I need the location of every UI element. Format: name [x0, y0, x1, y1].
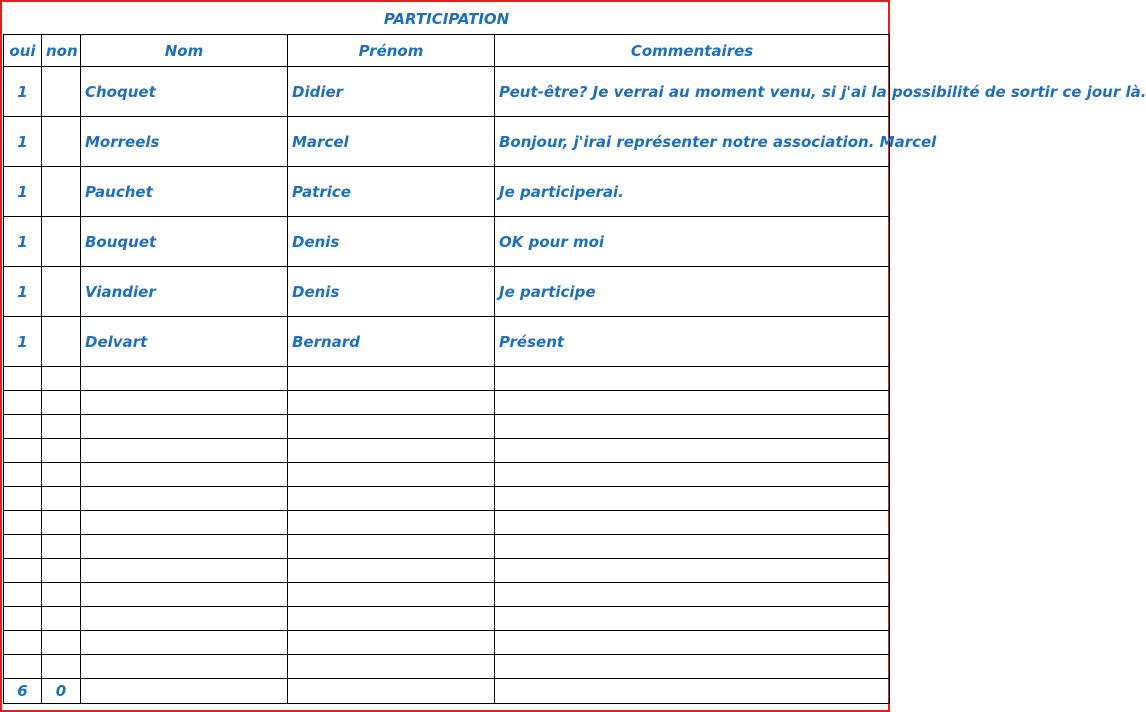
participation-table [3, 3, 1146, 704]
empty-cell[interactable] [42, 535, 81, 559]
title-row [4, 3, 890, 35]
empty-cell[interactable] [288, 511, 495, 535]
empty-cell[interactable] [288, 535, 495, 559]
empty-row [4, 607, 890, 631]
total-non[interactable]: 0 [42, 679, 81, 704]
table-row [4, 317, 890, 367]
empty-cell[interactable] [288, 415, 495, 439]
empty-cell[interactable] [4, 439, 42, 463]
header-row [4, 35, 890, 67]
empty-row [4, 415, 890, 439]
empty-cell[interactable] [81, 535, 288, 559]
empty-cell[interactable] [288, 367, 495, 391]
empty-cell[interactable] [495, 631, 890, 655]
empty-cell[interactable] [4, 607, 42, 631]
cell-nom[interactable]: Pauchet [81, 167, 288, 217]
sheet-title: PARTICIPATION [4, 3, 890, 35]
empty-cell[interactable] [81, 511, 288, 535]
cell-prenom[interactable]: Didier [288, 67, 495, 117]
cell-non[interactable] [42, 167, 81, 217]
cell-prenom[interactable]: Marcel [288, 117, 495, 167]
empty-cell[interactable] [495, 415, 890, 439]
empty-cell[interactable] [4, 463, 42, 487]
empty-cell[interactable] [495, 655, 890, 679]
table-row [4, 267, 890, 317]
empty-cell[interactable] [288, 559, 495, 583]
empty-cell[interactable] [288, 655, 495, 679]
empty-cell[interactable] [42, 463, 81, 487]
empty-cell[interactable] [81, 415, 288, 439]
empty-cell[interactable] [495, 679, 890, 704]
cell-non[interactable] [42, 117, 81, 167]
empty-cell[interactable] [288, 439, 495, 463]
empty-cell[interactable] [288, 631, 495, 655]
cell-non[interactable] [42, 67, 81, 117]
empty-row [4, 367, 890, 391]
header-oui: oui [4, 35, 42, 67]
empty-cell[interactable] [42, 439, 81, 463]
empty-cell[interactable] [42, 607, 81, 631]
empty-cell[interactable] [81, 367, 288, 391]
empty-cell[interactable] [81, 439, 288, 463]
cell-commentaire[interactable]: Je participerai. [495, 167, 890, 217]
empty-cell[interactable] [42, 559, 81, 583]
empty-cell[interactable] [495, 607, 890, 631]
cell-nom[interactable]: Delvart [81, 317, 288, 367]
empty-cell[interactable] [42, 391, 81, 415]
cell-commentaire[interactable]: Bonjour, j'irai représenter notre association. Marcel [495, 117, 890, 167]
empty-cell[interactable] [495, 439, 890, 463]
empty-row [4, 559, 890, 583]
empty-cell[interactable] [81, 559, 288, 583]
empty-cell[interactable] [495, 559, 890, 583]
header-nom: Nom [81, 35, 288, 67]
cell-commentaire[interactable]: Je participe [495, 267, 890, 317]
empty-row [4, 535, 890, 559]
empty-cell[interactable] [4, 367, 42, 391]
cell-oui[interactable]: 1 [4, 167, 42, 217]
cell-prenom[interactable]: Denis [288, 217, 495, 267]
cell-oui[interactable]: 1 [4, 317, 42, 367]
empty-cell[interactable] [42, 631, 81, 655]
table-row [4, 67, 890, 117]
cell-nom[interactable]: Bouquet [81, 217, 288, 267]
empty-row [4, 511, 890, 535]
empty-cell[interactable] [42, 583, 81, 607]
cell-nom[interactable]: Viandier [81, 267, 288, 317]
cell-oui[interactable]: 1 [4, 217, 42, 267]
empty-cell[interactable] [81, 391, 288, 415]
cell-non[interactable] [42, 267, 81, 317]
empty-cell[interactable] [81, 583, 288, 607]
empty-cell[interactable] [495, 583, 890, 607]
empty-row [4, 655, 890, 679]
cell-prenom[interactable]: Patrice [288, 167, 495, 217]
empty-row [4, 583, 890, 607]
cell-prenom[interactable]: Denis [288, 267, 495, 317]
empty-row [4, 439, 890, 463]
cell-commentaire[interactable]: OK pour moi [495, 217, 890, 267]
empty-cell[interactable] [495, 367, 890, 391]
cell-commentaire[interactable]: Peut-être? Je verrai au moment venu, si j'ai la possibilité de sortir ce jour là. [495, 67, 890, 117]
empty-cell[interactable] [81, 679, 288, 704]
empty-cell[interactable] [81, 631, 288, 655]
cell-nom[interactable]: Morreels [81, 117, 288, 167]
empty-cell[interactable] [42, 487, 81, 511]
empty-row [4, 391, 890, 415]
cell-oui[interactable]: 1 [4, 67, 42, 117]
header-commentaires: Commentaires [495, 35, 890, 67]
table-row [4, 117, 890, 167]
empty-cell[interactable] [81, 463, 288, 487]
cell-non[interactable] [42, 217, 81, 267]
empty-cell[interactable] [4, 487, 42, 511]
empty-cell[interactable] [4, 535, 42, 559]
empty-cell[interactable] [81, 655, 288, 679]
empty-cell[interactable] [495, 463, 890, 487]
cell-commentaire[interactable]: Présent [495, 317, 890, 367]
empty-rows [4, 367, 890, 679]
cell-prenom[interactable]: Bernard [288, 317, 495, 367]
empty-cell[interactable] [4, 655, 42, 679]
empty-cell[interactable] [42, 511, 81, 535]
empty-cell[interactable] [288, 391, 495, 415]
empty-row [4, 463, 890, 487]
empty-cell[interactable] [495, 535, 890, 559]
empty-cell[interactable] [495, 487, 890, 511]
empty-cell[interactable] [4, 559, 42, 583]
empty-row [4, 487, 890, 511]
empty-cell[interactable] [495, 511, 890, 535]
empty-cell[interactable] [4, 391, 42, 415]
cell-non[interactable] [42, 317, 81, 367]
empty-cell[interactable] [4, 631, 42, 655]
table-row [4, 167, 890, 217]
empty-row [4, 631, 890, 655]
empty-cell[interactable] [288, 607, 495, 631]
header-non: non [42, 35, 81, 67]
empty-cell[interactable] [4, 511, 42, 535]
totals-row [4, 679, 890, 704]
total-oui[interactable]: 6 [4, 679, 42, 704]
empty-cell[interactable] [4, 415, 42, 439]
empty-cell[interactable] [42, 415, 81, 439]
empty-cell[interactable] [42, 655, 81, 679]
empty-cell[interactable] [81, 487, 288, 511]
empty-cell[interactable] [288, 679, 495, 704]
empty-cell[interactable] [81, 607, 288, 631]
empty-cell[interactable] [42, 367, 81, 391]
cell-oui[interactable]: 1 [4, 117, 42, 167]
cell-oui[interactable]: 1 [4, 267, 42, 317]
empty-cell[interactable] [4, 583, 42, 607]
empty-cell[interactable] [288, 487, 495, 511]
empty-cell[interactable] [288, 583, 495, 607]
empty-cell[interactable] [288, 463, 495, 487]
header-prenom: Prénom [288, 35, 495, 67]
cell-nom[interactable]: Choquet [81, 67, 288, 117]
table-row [4, 217, 890, 267]
empty-cell[interactable] [495, 391, 890, 415]
